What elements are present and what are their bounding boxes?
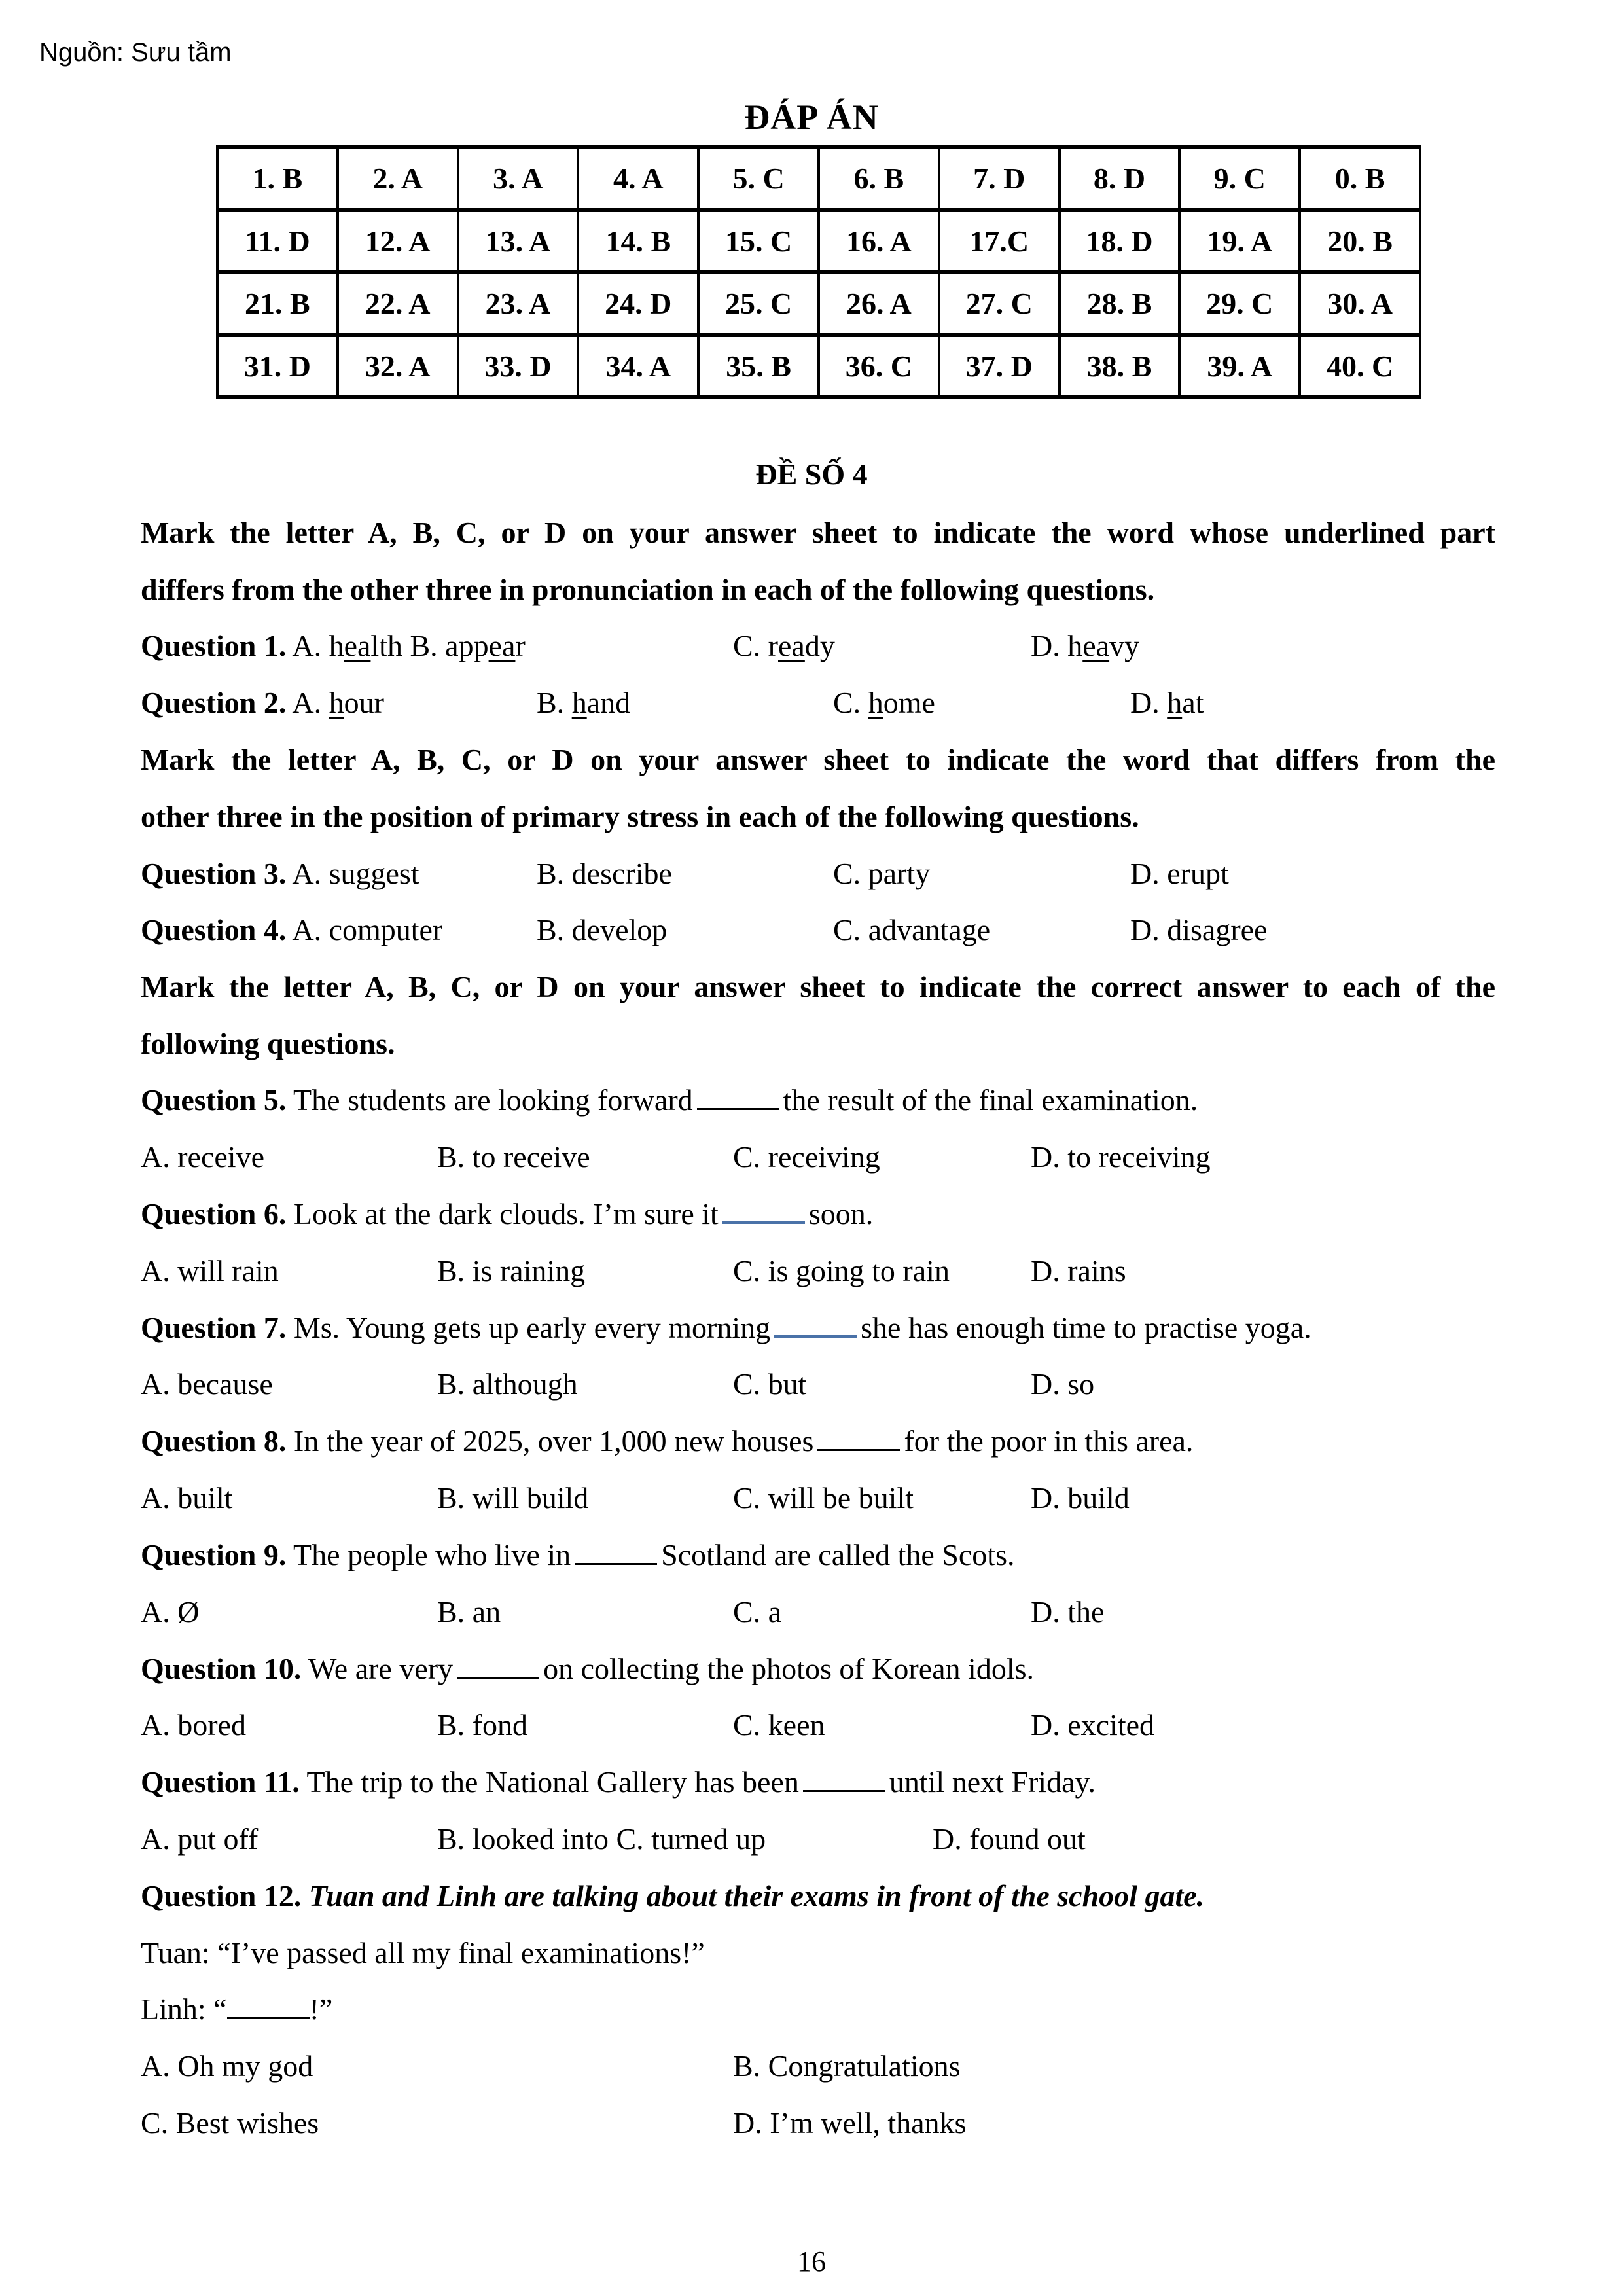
question-6 [141,1186,873,1242]
option-d: D. I’m well, thanks [733,2106,967,2140]
answer-blank [457,1676,539,1679]
question-label: Question 3. [141,857,287,890]
answer-cell: 20. B [1300,210,1420,273]
question-11 [141,1754,1096,1810]
question-stem: Scotland are called the Scots. [661,1538,1015,1571]
table-row [217,210,1420,273]
question-label: Question 2. [141,686,287,719]
question-label: Question 12. [141,1879,302,1912]
question-stem: The students are looking forward [293,1083,693,1117]
answer-cell: 31. D [217,335,338,398]
answer-cell: 28. B [1060,272,1180,335]
options-11 [141,1811,1495,1867]
question-stem: the result of the final examination. [783,1083,1198,1117]
option-b: B. appear [410,629,526,662]
question-stem: We are very [308,1652,454,1685]
option-d: D. the [1031,1595,1105,1628]
option-b: B. hand [537,686,631,719]
answer-cell: 29. C [1179,272,1300,335]
option-d: D. erupt [1130,857,1229,890]
question-label: Question 4. [141,913,287,946]
answer-cell: 26. A [819,272,939,335]
answer-cell: 39. A [1179,335,1300,398]
answer-cell: 35. B [698,335,819,398]
option-d: D. to receiving [1031,1140,1211,1174]
option-d: D. heavy [1031,629,1140,662]
option-a: A. Oh my god [141,2049,313,2083]
answer-cell: 40. C [1300,335,1420,398]
option-a: A. computer [292,913,443,946]
option-b: B. describe [537,857,672,890]
answer-blank [803,1789,885,1792]
section-instruction: following questions. [141,1027,395,1060]
option-c: C. home [833,686,935,719]
option-c: C. is going to rain [733,1254,950,1287]
answer-blank [697,1107,779,1110]
option-c: C. advantage [833,913,991,946]
dialogue-linh: Linh: “ !” [141,1992,333,2026]
option-a: A. will rain [141,1254,279,1287]
option-c: C. keen [733,1708,825,1742]
answer-cell: 7. D [939,147,1060,210]
option-b: B. fond [437,1708,527,1742]
question-stem: Ms. Young gets up early every morning [293,1311,771,1344]
options-7 [141,1356,1495,1412]
option-a: A. because [141,1367,273,1401]
question-label: Question 7. [141,1311,287,1344]
question-5 [141,1072,1198,1128]
option-b: B. Congratulations [733,2049,961,2083]
answer-cell: 8. D [1060,147,1180,210]
question-7 [141,1300,1311,1356]
answer-blank [817,1448,900,1451]
option-c: C. a [733,1595,782,1628]
option-d: D. disagree [1130,913,1268,946]
question-label: Question 11. [141,1765,300,1799]
question-label: Question 1. [141,629,287,662]
option-b-c: B. looked into C. turned up [437,1822,766,1856]
answer-cell: 30. A [1300,272,1420,335]
option-c: C. will be built [733,1481,914,1515]
answer-key-table [216,145,1421,399]
answer-cell: 6. B [819,147,939,210]
option-d: D. hat [1130,686,1204,719]
question-label: Question 10. [141,1652,302,1685]
question-label: Question 9. [141,1538,287,1571]
answer-cell: 25. C [698,272,819,335]
option-d: D. excited [1031,1708,1155,1742]
option-d: D. build [1031,1481,1130,1515]
answer-cell: 16. A [819,210,939,273]
question-3 [141,846,1495,902]
table-row [217,147,1420,210]
answer-cell: 13. A [458,210,579,273]
option-b: B. to receive [437,1140,590,1174]
answer-blank [575,1562,657,1565]
option-b: B. is raining [437,1254,586,1287]
option-c: C. ready [733,629,835,662]
answer-cell: 34. A [578,335,698,398]
option-c: C. but [733,1367,807,1401]
answer-cell: 0. B [1300,147,1420,210]
answer-cell: 5. C [698,147,819,210]
question-context: Tuan and Linh are talking about their exams in front of the school gate. [308,1879,1205,1912]
question-stem: The trip to the National Gallery has been [306,1765,799,1799]
exam-title: ĐỀ SỐ 4 [755,457,868,491]
option-b: B. will build [437,1481,589,1515]
answer-cell: 32. A [338,335,458,398]
answer-cell: 11. D [217,210,338,273]
answer-cell: 36. C [819,335,939,398]
table-row [217,272,1420,335]
answer-cell: 9. C [1179,147,1300,210]
answer-cell: 38. B [1060,335,1180,398]
option-a: A. hour [292,686,384,719]
question-stem: for the poor in this area. [904,1424,1194,1458]
question-9 [141,1527,1014,1583]
question-1 [141,618,1495,674]
option-d: D. rains [1031,1254,1126,1287]
question-12 [141,1868,1204,1924]
section-instruction: Mark the letter A, B, C, or D on your answer sheet to indicate the word whose underlined part [141,516,1495,549]
answer-cell: 14. B [578,210,698,273]
option-b: B. although [437,1367,578,1401]
answer-key-title: ĐÁP ÁN [744,98,879,137]
option-c: C. Best wishes [141,2106,319,2140]
answer-blank [227,2017,310,2019]
option-c: C. party [833,857,931,890]
answer-cell: 2. A [338,147,458,210]
question-stem: until next Friday. [889,1765,1096,1799]
source-note: Nguồn: Sưu tầm [39,38,232,67]
question-stem: The people who live in [293,1538,571,1571]
question-stem: Look at the dark clouds. I’m sure it [293,1197,719,1230]
question-stem: she has enough time to practise yoga. [861,1311,1311,1344]
answer-cell: 27. C [939,272,1060,335]
answer-cell: 18. D [1060,210,1180,273]
answer-cell: 4. A [578,147,698,210]
section-instruction: Mark the letter A, B, C, or D on your answer sheet to indicate the word that differs from the [141,743,1495,776]
question-8 [141,1413,1193,1469]
answer-cell: 21. B [217,272,338,335]
answer-cell: 23. A [458,272,579,335]
answer-cell: 15. C [698,210,819,273]
option-a: A. Ø [141,1595,200,1628]
answer-cell: 17.C [939,210,1060,273]
table-row [217,335,1420,398]
question-label: Question 8. [141,1424,287,1458]
question-10 [141,1641,1034,1697]
question-2 [141,675,1495,731]
page-number: 16 [797,2246,826,2278]
answer-cell: 33. D [458,335,579,398]
question-label: Question 6. [141,1197,287,1230]
option-a: A. receive [141,1140,264,1174]
answer-cell: 1. B [217,147,338,210]
question-4 [141,902,1495,958]
answer-cell: 19. A [1179,210,1300,273]
question-stem: on collecting the photos of Korean idols. [543,1652,1034,1685]
options-12-row1 [141,2038,1495,2094]
options-8 [141,1470,1495,1526]
answer-cell: 22. A [338,272,458,335]
question-label: Question 5. [141,1083,287,1117]
section-instruction: differs from the other three in pronunciation in each of the following questions. [141,573,1155,606]
option-b: B. an [437,1595,501,1628]
section-instruction: other three in the position of primary stress in each of the following questions. [141,800,1139,833]
option-a: A. health [292,629,402,662]
options-9 [141,1584,1495,1640]
answer-cell: 12. A [338,210,458,273]
answer-blank [722,1221,805,1224]
options-10 [141,1697,1495,1753]
options-6 [141,1243,1495,1299]
answer-cell: 37. D [939,335,1060,398]
option-b: B. develop [537,913,668,946]
options-5 [141,1129,1495,1185]
answer-cell: 24. D [578,272,698,335]
option-d: D. found out [933,1822,1086,1856]
option-a: A. put off [141,1822,259,1856]
option-a: A. built [141,1481,233,1515]
question-stem: soon. [808,1197,874,1230]
option-c: C. receiving [733,1140,880,1174]
dialogue-tuan: Tuan: “I’ve passed all my final examinations!” [141,1936,705,1969]
question-stem: In the year of 2025, over 1,000 new houses [293,1424,814,1458]
answer-cell: 3. A [458,147,579,210]
option-a: A. suggest [292,857,419,890]
section-instruction: Mark the letter A, B, C, or D on your answer sheet to indicate the correct answer to each of the [141,970,1495,1003]
option-a: A. bored [141,1708,246,1742]
answer-blank [774,1335,857,1338]
option-d: D. so [1031,1367,1095,1401]
options-12-row2 [141,2095,1495,2151]
